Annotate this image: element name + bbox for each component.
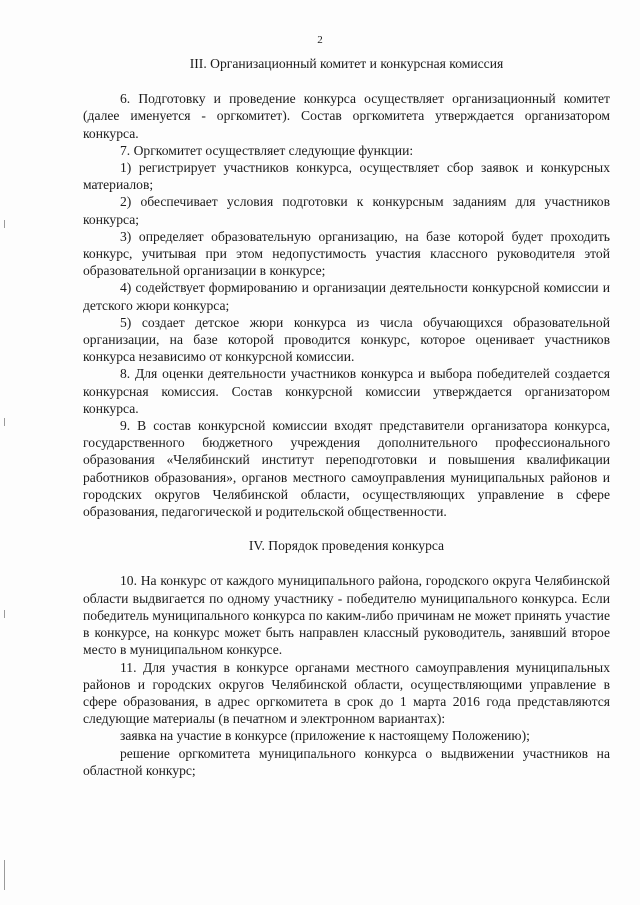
materials-item-application: заявка на участие в конкурсе (приложение к настоящему Положению); — [120, 728, 530, 744]
paragraph-6: 6. Подготовку и проведение конкурса осуществляет организационный комитет (далее именуется - оргкомитет). Состав оргкомитета утверждается организатором конкурса. — [83, 91, 610, 141]
scan-edge-mark — [4, 860, 5, 890]
scan-edge-mark — [4, 418, 5, 426]
paragraph-9: 9. В состав конкурсной комиссии входят представители организатора конкурса, государственного бюджетного учреждения дополнительного профессионального образования «Челябинский институт переподготовки и повышения квалификации работников образования», органов местного самоуправления муниципальных районов и городских округов Челябинской области, осуществляющих управление в сфере образования, педагогической и родительской общественности. — [83, 418, 610, 520]
page-number: 2 — [317, 34, 323, 46]
paragraph-8: 8. Для оценки деятельности участников конкурса и выбора победителей создается конкурсная комиссия. Состав конкурсной комиссии утверждается организатором конкурса. — [83, 366, 610, 416]
document-body — [83, 55, 610, 779]
materials-item-decision: решение оргкомитета муниципального конкурса о выдвижении участников на областной конкурс; — [83, 745, 610, 778]
function-item-2: 2) обеспечивает условия подготовки к конкурсным заданиям для участников конкурса; — [83, 194, 610, 227]
paragraph-7: 7. Оргкомитет осуществляет следующие функции: — [120, 142, 414, 158]
section-heading-iv: IV. Порядок проведения конкурса — [248, 538, 445, 554]
scan-edge-mark — [4, 220, 5, 228]
section-heading-iii: III. Организационный комитет и конкурсная комиссия — [189, 56, 504, 71]
paragraph-11: 11. Для участия в конкурсе органами местного самоуправления муниципальных районов и городских округов Челябинской области, осуществляющими управление в сфере образования, в адрес оргкомитета в срок до 1 марта 2016 года представляются следующие материалы (в печатном и электронном вариантах): — [83, 659, 610, 727]
paragraph-10: 10. На конкурс от каждого муниципального района, городского округа Челябинской области выдвигается по одному участнику - победителю муниципального конкурса. Если победитель муниципального конкурса по каким-либо причинам не может принять участие в конкурсе, на конкурс может быть направлен классный руководитель, занявший второе место в муниципальном конкурсе. — [83, 573, 610, 658]
function-item-5: 5) создает детское жюри конкурса из числа обучающихся образовательной организации, на базе которой проводится конкурс, которое оценивает участников конкурса независимо от конкурсной комиссии. — [83, 314, 610, 365]
function-item-1: 1) регистрирует участников конкурса, осуществляет сбор заявок и конкурсных материалов; — [83, 160, 610, 193]
function-item-3: 3) определяет образовательную организацию, на базе которой будет проходить конкурс, учитывая при этом недопустимость участия классного руководителя этой образовательной организации в конкурсе; — [83, 228, 610, 279]
function-item-4: 4) содействует формированию и организации деятельности конкурсной комиссии и детского жюри конкурса; — [83, 280, 610, 313]
scan-edge-mark — [4, 610, 5, 618]
